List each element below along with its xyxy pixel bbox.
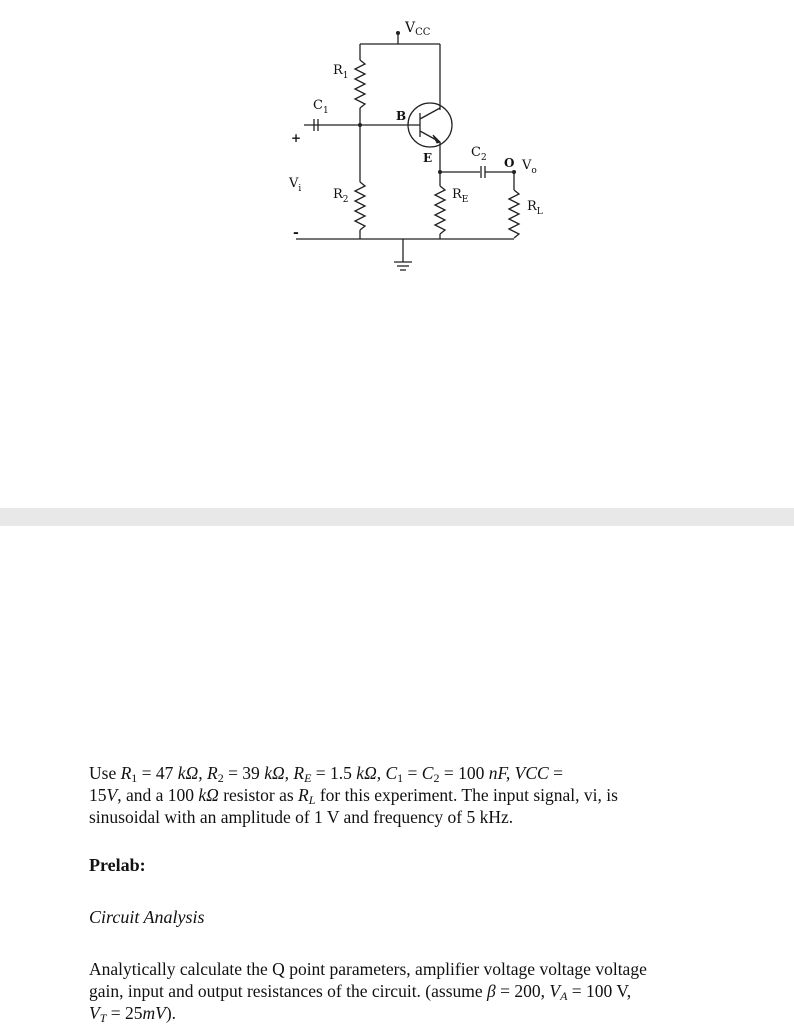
page-top-section xyxy=(0,0,794,508)
component-values-paragraph xyxy=(89,762,735,828)
vo-node-label: O xyxy=(504,156,515,170)
c1-label: $C_1$ xyxy=(313,98,329,116)
base-label: B xyxy=(396,109,407,123)
bjt-amplifier-circuit-diagram xyxy=(0,0,794,300)
vo-terminal xyxy=(512,170,516,174)
rl-label: $R_L$ xyxy=(527,199,543,217)
component-values-line-3: sinusoidal with an amplitude of 1 V and frequency of 5 kHz. xyxy=(89,807,514,827)
base-node-dot xyxy=(358,123,362,127)
transistor-collector-lead xyxy=(420,108,440,119)
prelab-heading: Prelab: xyxy=(89,855,146,875)
emitter-label: E xyxy=(423,151,433,165)
r1-resistor xyxy=(355,60,365,108)
component-values-line-2: 15V, and a 100 kΩ resistor as $R_L$ for this experiment. The input signal, vi, is xyxy=(89,785,618,807)
vcc-terminal xyxy=(396,31,400,35)
page-separator xyxy=(0,508,794,526)
component-values-line-1: Use $R_1 = 47$ kΩ, $R_2 = 39$ kΩ, $R_E = 1.5$ kΩ, $C_1 = C_2 = 100$ nF, VCC = xyxy=(89,763,563,785)
vi-label: $V_i$ xyxy=(289,176,302,194)
task-line-2: gain, input and output resistances of the circuit. (assume β = 200, $V_A = 100$ V, xyxy=(89,981,632,1003)
circuit-analysis-heading: Circuit Analysis xyxy=(89,907,205,927)
c2-label: $C_2$ xyxy=(471,145,487,163)
vo-label: $V_o$ xyxy=(522,158,537,176)
vcc-label: $V_{CC}$ xyxy=(405,20,431,38)
minus-label: - xyxy=(293,225,299,241)
plus-label: + xyxy=(291,131,302,145)
task-line-1: Analytically calculate the Q point parameters, amplifier voltage voltage voltage xyxy=(89,959,647,979)
re-resistor xyxy=(435,186,445,234)
rl-resistor xyxy=(509,190,519,238)
re-label: $R_E$ xyxy=(452,187,469,205)
r1-label: $R_1$ xyxy=(333,63,349,81)
r2-label: $R_2$ xyxy=(333,187,349,205)
task-line-3: $V_T = 25mV$). xyxy=(89,1003,177,1025)
r2-resistor xyxy=(355,182,365,230)
emitter-node-dot xyxy=(438,170,442,174)
task-paragraph xyxy=(89,958,735,1024)
